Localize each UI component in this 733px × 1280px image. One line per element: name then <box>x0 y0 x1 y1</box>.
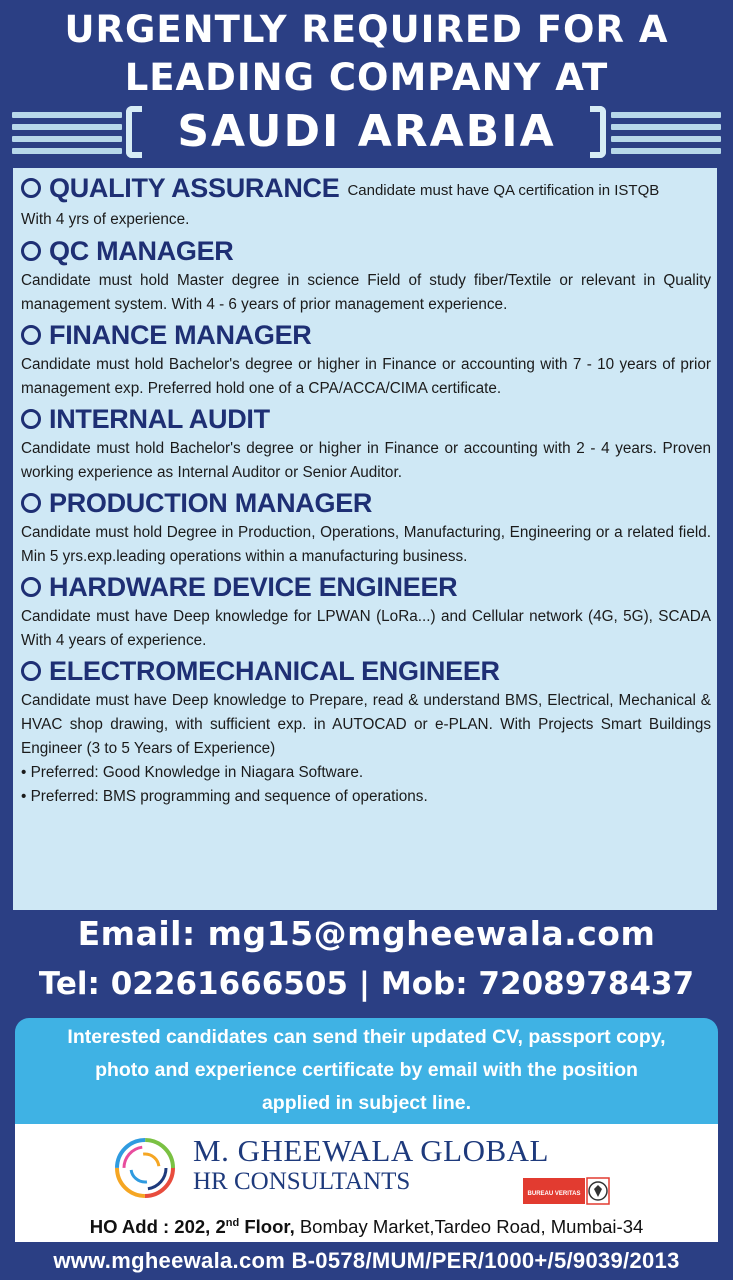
notice-line: Interested candidates can send their updated CV, passport copy, <box>67 1026 666 1048</box>
headline-line-2: LEADING COMPANY AT <box>124 56 609 99</box>
svg-text:BUREAU VERITAS: BUREAU VERITAS <box>527 1191 581 1197</box>
notice-line: applied in subject line. <box>261 1092 472 1114</box>
contact-phone[interactable]: Tel: 02261666505 | Mob: 7208978437 <box>38 966 695 1002</box>
company-logo-icon <box>113 1136 177 1200</box>
application-notice <box>15 1018 718 1124</box>
job-quality-assurance <box>21 170 711 230</box>
circle-bullet-icon <box>21 577 41 597</box>
company-box <box>15 1124 718 1242</box>
company-subtitle: HR CONSULTANTS <box>193 1168 411 1195</box>
company-address: HO Add : 202, 2nd Floor, Bombay Market,Tardeo Road, Mumbai-34 <box>89 1216 644 1238</box>
circle-bullet-icon <box>21 241 41 261</box>
jobs-panel <box>13 168 717 910</box>
job-title: ELECTROMECHANICAL ENGINEER <box>49 656 500 686</box>
job-title: HARDWARE DEVICE ENGINEER <box>49 572 458 602</box>
footer-website-license[interactable]: www.mgheewala.com B-0578/MUM/PER/1000+/5/9039/2013 <box>53 1248 680 1273</box>
job-title: INTERNAL AUDIT <box>49 404 270 434</box>
right-bracket-decoration <box>590 106 606 158</box>
headline-line-1: URGENTLY REQUIRED FOR A <box>64 8 669 51</box>
preferred-item: • Preferred: BMS programming and sequence of operations. <box>21 788 428 805</box>
job-description: Candidate must have Deep knowledge for LPWAN (LoRa...) and Cellular network (4G, 5G), SCADA With 4 years of experience. <box>21 608 711 649</box>
job-description: Candidate must hold Bachelor's degree or higher in Finance or accounting with 2 - 4 years. Proven working experience as Internal Auditor or Senior Auditor. <box>21 440 711 481</box>
job-internal-audit <box>21 401 711 485</box>
left-stripes-decoration <box>12 112 122 154</box>
job-inline-description: Candidate must have QA certification in ISTQB <box>347 182 660 199</box>
job-production-manager <box>21 485 711 569</box>
certification-badge-icon <box>523 1176 611 1206</box>
right-stripes-decoration <box>611 112 721 154</box>
circle-bullet-icon <box>21 178 41 198</box>
circle-bullet-icon <box>21 661 41 681</box>
job-title: QUALITY ASSURANCE <box>49 173 340 203</box>
job-description: Candidate must hold Master degree in science Field of study fiber/Textile or relevant in Quality management system. With 4 - 6 years of prior management experience. <box>21 272 711 313</box>
job-description: Candidate must have Deep knowledge to Prepare, read & understand BMS, Electrical, Mechanical & HVAC shop drawing, with sufficient exp. in AUTOCAD or e-PLAN. With Projects Smart Buildings Engineer (3 to 5 Years of Experience) <box>21 692 711 757</box>
job-description: Candidate must hold Degree in Production, Operations, Manufacturing, Engineering or a related field. Min 5 yrs.exp.leading operations within a manufacturing business. <box>21 524 711 565</box>
circle-bullet-icon <box>21 493 41 513</box>
left-bracket-decoration <box>126 106 142 158</box>
notice-line: photo and experience certificate by email with the position <box>95 1059 638 1081</box>
job-qc-manager <box>21 233 711 317</box>
preferred-item: • Preferred: Good Knowledge in Niagara Software. <box>21 764 364 781</box>
header <box>0 0 733 165</box>
contact-email[interactable]: Email: mg15@mgheewala.com <box>77 914 656 953</box>
job-finance-manager <box>21 317 711 401</box>
circle-bullet-icon <box>21 325 41 345</box>
company-name: M. GHEEWALA GLOBAL <box>193 1133 549 1168</box>
job-title: QC MANAGER <box>49 236 234 266</box>
job-title: PRODUCTION MANAGER <box>49 488 373 518</box>
circle-bullet-icon <box>21 409 41 429</box>
job-description: With 4 yrs of experience. <box>21 211 190 228</box>
country-title: SAUDI ARABIA <box>177 106 556 157</box>
country-row <box>0 104 733 160</box>
job-description: Candidate must hold Bachelor's degree or higher in Finance or accounting with 7 - 10 years of prior management exp. Preferred hold one of a CPA/ACCA/CIMA certificate. <box>21 356 711 397</box>
job-electromechanical-engineer <box>21 653 711 809</box>
job-title: FINANCE MANAGER <box>49 320 312 350</box>
job-hardware-device-engineer <box>21 569 711 653</box>
